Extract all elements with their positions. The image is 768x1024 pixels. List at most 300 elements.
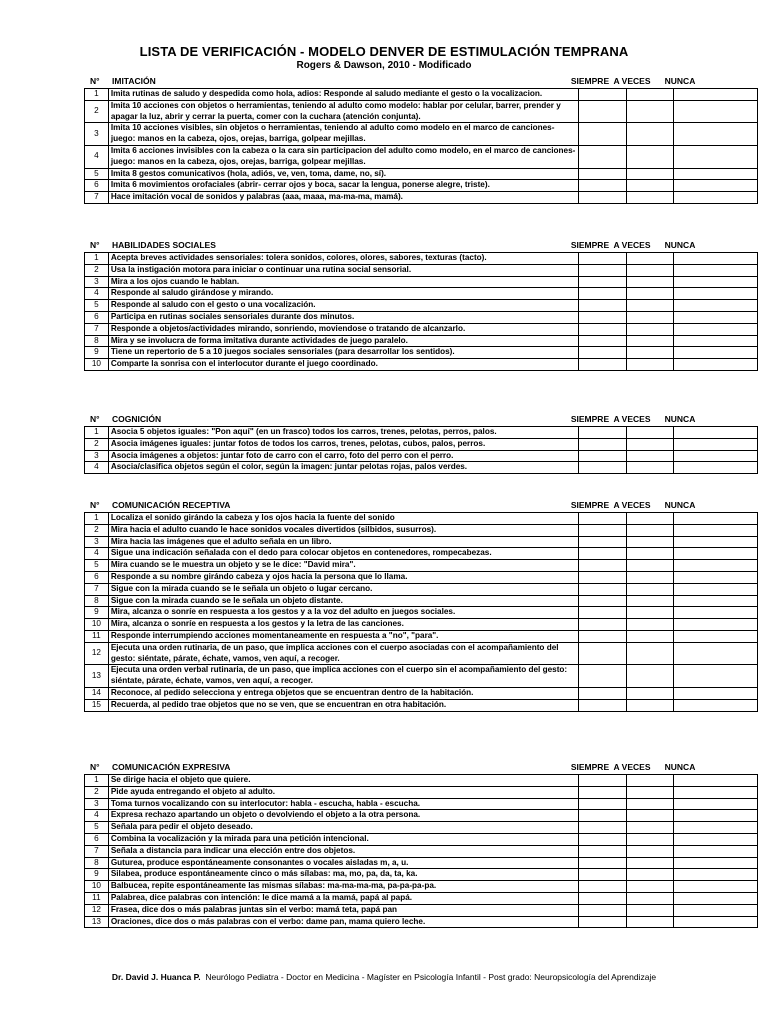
never-checkbox-cell[interactable]	[674, 524, 758, 536]
always-checkbox-cell[interactable]	[578, 798, 626, 810]
always-checkbox-cell[interactable]	[578, 311, 626, 323]
always-checkbox-cell[interactable]	[578, 89, 626, 101]
item-text: Balbucea, repite espontáneamente las mismas sílabas: ma-ma-ma-ma, pa-pa-pa-pa.	[108, 881, 578, 893]
sometimes-checkbox-cell[interactable]	[626, 775, 674, 787]
item-text: Tiene un repertorio de 5 a 10 juegos sociales sensoriales (para desarrollar los sentidos).	[108, 347, 578, 359]
table-row	[85, 513, 758, 525]
always-checkbox-cell[interactable]	[578, 699, 626, 711]
always-checkbox-cell[interactable]	[578, 583, 626, 595]
item-number: 9	[85, 347, 109, 359]
never-checkbox-cell[interactable]	[674, 180, 758, 192]
always-checkbox-cell[interactable]	[578, 347, 626, 359]
table-row	[85, 607, 758, 619]
table-row	[85, 798, 758, 810]
section-header	[84, 414, 758, 426]
sometimes-checkbox-cell[interactable]	[626, 180, 674, 192]
never-column-header: NUNCA	[664, 414, 696, 424]
item-number: 14	[85, 687, 109, 699]
never-checkbox-cell[interactable]	[674, 619, 758, 631]
table-row	[85, 264, 758, 276]
sometimes-checkbox-cell[interactable]	[626, 687, 674, 699]
item-number: 3	[85, 123, 109, 146]
always-checkbox-cell[interactable]	[578, 630, 626, 642]
table-row	[85, 687, 758, 699]
never-checkbox-cell[interactable]	[674, 335, 758, 347]
document-subtitle: Rogers & Dawson, 2010 - Modificado	[296, 60, 472, 71]
never-checkbox-cell[interactable]	[674, 916, 758, 928]
never-checkbox-cell[interactable]	[674, 881, 758, 893]
item-text: Participa en rutinas sociales sensoriales durante dos minutos.	[108, 311, 578, 323]
always-checkbox-cell[interactable]	[578, 642, 626, 665]
table-row	[85, 347, 758, 359]
table-row	[85, 583, 758, 595]
sometimes-checkbox-cell[interactable]	[626, 145, 674, 168]
number-column-header: N°	[90, 762, 100, 772]
sometimes-checkbox-cell[interactable]	[626, 822, 674, 834]
item-text: Mira cuando se le muestra un objeto y se le dice: "David mira".	[108, 560, 578, 572]
item-number: 6	[85, 833, 109, 845]
section-2	[84, 414, 758, 474]
sometimes-checkbox-cell[interactable]	[626, 630, 674, 642]
section-header	[84, 500, 758, 512]
item-number: 10	[85, 881, 109, 893]
item-text: Mira hacia las imágenes que el adulto señala en un libro.	[108, 536, 578, 548]
item-number: 5	[85, 822, 109, 834]
never-checkbox-cell[interactable]	[674, 687, 758, 699]
always-checkbox-cell[interactable]	[578, 300, 626, 312]
item-number: 7	[85, 192, 109, 204]
never-checkbox-cell[interactable]	[674, 323, 758, 335]
item-text: Señala para pedir el objeto deseado.	[108, 822, 578, 834]
sometimes-checkbox-cell[interactable]	[626, 450, 674, 462]
section-1	[84, 240, 758, 371]
sometimes-checkbox-cell[interactable]	[626, 347, 674, 359]
item-number: 6	[85, 311, 109, 323]
item-text: Mira hacia el adulto cuando le hace sonidos vocales divertidos (silbidos, susurros).	[108, 524, 578, 536]
item-text: Guturea, produce espontáneamente consonantes o vocales aisladas m, a, u.	[108, 857, 578, 869]
always-checkbox-cell[interactable]	[578, 524, 626, 536]
item-number: 15	[85, 699, 109, 711]
sometimes-checkbox-cell[interactable]	[626, 571, 674, 583]
sometimes-checkbox-cell[interactable]	[626, 833, 674, 845]
table-row	[85, 833, 758, 845]
item-text: Localiza el sonido girándo la cabeza y los ojos hacia la fuente del sonido	[108, 513, 578, 525]
never-column-header: NUNCA	[664, 240, 696, 250]
never-checkbox-cell[interactable]	[674, 168, 758, 180]
sometimes-checkbox-cell[interactable]	[626, 619, 674, 631]
item-text: Mira, alcanza o sonríe en respuesta a los gestos y la letra de las canciones.	[108, 619, 578, 631]
table-row	[85, 300, 758, 312]
sometimes-checkbox-cell[interactable]	[626, 869, 674, 881]
item-number: 2	[85, 786, 109, 798]
sometimes-column-header: A VECES	[613, 414, 651, 424]
always-checkbox-cell[interactable]	[578, 916, 626, 928]
item-number: 12	[85, 642, 109, 665]
never-column-header: NUNCA	[664, 762, 696, 772]
never-checkbox-cell[interactable]	[674, 892, 758, 904]
table-row	[85, 595, 758, 607]
checklist-table	[84, 252, 758, 371]
sometimes-checkbox-cell[interactable]	[626, 100, 674, 123]
item-text: Responde al saludo girándose y mirando.	[108, 288, 578, 300]
item-number: 2	[85, 100, 109, 123]
table-row	[85, 630, 758, 642]
always-checkbox-cell[interactable]	[578, 180, 626, 192]
item-text: Imita 6 movimientos orofaciales (abrir- cerrar ojos y boca, sacar la lengua, ponerse alegre, triste).	[108, 180, 578, 192]
item-number: 7	[85, 583, 109, 595]
sometimes-checkbox-cell[interactable]	[626, 288, 674, 300]
always-checkbox-cell[interactable]	[578, 560, 626, 572]
never-checkbox-cell[interactable]	[674, 798, 758, 810]
item-text: Se dirige hacia el objeto que quiere.	[108, 775, 578, 787]
table-row	[85, 427, 758, 439]
sometimes-checkbox-cell[interactable]	[626, 892, 674, 904]
table-row	[85, 869, 758, 881]
never-checkbox-cell[interactable]	[674, 427, 758, 439]
sometimes-checkbox-cell[interactable]	[626, 524, 674, 536]
footer-author: Dr. David J. Huanca P.	[111, 972, 201, 982]
never-checkbox-cell[interactable]	[674, 595, 758, 607]
never-checkbox-cell[interactable]	[674, 810, 758, 822]
item-number: 11	[85, 630, 109, 642]
always-checkbox-cell[interactable]	[578, 822, 626, 834]
table-row	[85, 253, 758, 265]
sometimes-checkbox-cell[interactable]	[626, 335, 674, 347]
sometimes-checkbox-cell[interactable]	[626, 881, 674, 893]
item-number: 5	[85, 560, 109, 572]
item-text: Mira y se involucra de forma imitativa durante actividades de juego paralelo.	[108, 335, 578, 347]
item-number: 3	[85, 276, 109, 288]
item-text: Ejecuta una orden verbal rutinaria, de un paso, que implica acciones con el cuerpo sin el acompañamiento del gesto: siéntate, párate, échate, vamos, ven aquí, a recoger.	[108, 665, 578, 688]
item-number: 3	[85, 798, 109, 810]
item-number: 4	[85, 548, 109, 560]
never-checkbox-cell[interactable]	[674, 775, 758, 787]
always-checkbox-cell[interactable]	[578, 335, 626, 347]
item-number: 1	[85, 513, 109, 525]
section-4	[84, 762, 758, 928]
never-checkbox-cell[interactable]	[674, 359, 758, 371]
sometimes-checkbox-cell[interactable]	[626, 904, 674, 916]
sometimes-checkbox-cell[interactable]	[626, 536, 674, 548]
sometimes-checkbox-cell[interactable]	[626, 89, 674, 101]
item-number: 11	[85, 892, 109, 904]
sometimes-checkbox-cell[interactable]	[626, 359, 674, 371]
sometimes-checkbox-cell[interactable]	[626, 462, 674, 474]
item-text: Reconoce, al pedido selecciona y entrega objetos que se encuentran dentro de la habitación.	[108, 687, 578, 699]
always-column-header: SIEMPRE	[570, 414, 610, 424]
never-checkbox-cell[interactable]	[674, 536, 758, 548]
number-column-header: N°	[90, 240, 100, 250]
always-checkbox-cell[interactable]	[578, 145, 626, 168]
item-text: Frasea, dice dos o más palabras juntas sin el verbo: mamá teta, papá pan	[108, 904, 578, 916]
sometimes-checkbox-cell[interactable]	[626, 665, 674, 688]
never-checkbox-cell[interactable]	[674, 665, 758, 688]
never-checkbox-cell[interactable]	[674, 833, 758, 845]
always-checkbox-cell[interactable]	[578, 100, 626, 123]
always-checkbox-cell[interactable]	[578, 892, 626, 904]
never-checkbox-cell[interactable]	[674, 560, 758, 572]
item-text: Imita 8 gestos comunicativos (hola, adiós, ve, ven, toma, dame, no, sí).	[108, 168, 578, 180]
table-row	[85, 665, 758, 688]
sometimes-checkbox-cell[interactable]	[626, 311, 674, 323]
always-checkbox-cell[interactable]	[578, 775, 626, 787]
table-row	[85, 845, 758, 857]
sometimes-checkbox-cell[interactable]	[626, 699, 674, 711]
item-number: 1	[85, 253, 109, 265]
never-column-header: NUNCA	[664, 500, 696, 510]
sometimes-column-header: A VECES	[613, 76, 651, 86]
sometimes-checkbox-cell[interactable]	[626, 560, 674, 572]
item-text: Responde al saludo con el gesto o una vocalización.	[108, 300, 578, 312]
item-text: Responde interrumpiendo acciones momentaneamente en respuesta a "no", "para".	[108, 630, 578, 642]
table-row	[85, 462, 758, 474]
item-text: Pide ayuda entregando el objeto al adulto.	[108, 786, 578, 798]
checklist-table	[84, 426, 758, 474]
item-text: Acepta breves actividades sensoriales: tolera sonidos, colores, olores, sabores, texturas (tacto).	[108, 253, 578, 265]
sometimes-checkbox-cell[interactable]	[626, 264, 674, 276]
never-checkbox-cell[interactable]	[674, 513, 758, 525]
never-checkbox-cell[interactable]	[674, 347, 758, 359]
always-column-header: SIEMPRE	[570, 500, 610, 510]
always-checkbox-cell[interactable]	[578, 192, 626, 204]
always-checkbox-cell[interactable]	[578, 323, 626, 335]
never-checkbox-cell[interactable]	[674, 253, 758, 265]
section-header	[84, 76, 758, 88]
table-row	[85, 548, 758, 560]
item-number: 4	[85, 462, 109, 474]
sometimes-checkbox-cell[interactable]	[626, 192, 674, 204]
item-number: 1	[85, 89, 109, 101]
never-checkbox-cell[interactable]	[674, 100, 758, 123]
table-row	[85, 438, 758, 450]
never-checkbox-cell[interactable]	[674, 264, 758, 276]
always-checkbox-cell[interactable]	[578, 687, 626, 699]
always-checkbox-cell[interactable]	[578, 536, 626, 548]
never-checkbox-cell[interactable]	[674, 630, 758, 642]
item-text: Expresa rechazo apartando un objeto o devolviendo el objeto a la otra persona.	[108, 810, 578, 822]
item-text: Comparte la sonrisa con el interlocutor durante el juego coordinado.	[108, 359, 578, 371]
always-checkbox-cell[interactable]	[578, 845, 626, 857]
item-text: Usa la instigación motora para iniciar o continuar una rutina social sensorial.	[108, 264, 578, 276]
item-text: Imita 10 acciones visibles, sin objetos o herramientas, teniendo al adulto como modelo en el marco de canciones-juego: manos en la cabeza, ojos, orejas, barriga, golpear mejillas.	[108, 123, 578, 146]
section-header	[84, 762, 758, 774]
item-number: 9	[85, 607, 109, 619]
item-text: Toma turnos vocalizando con su interlocutor: habla - escucha, habla - escucha.	[108, 798, 578, 810]
table-row	[85, 276, 758, 288]
never-checkbox-cell[interactable]	[674, 450, 758, 462]
table-row	[85, 524, 758, 536]
item-number: 2	[85, 524, 109, 536]
section-header	[84, 240, 758, 252]
never-checkbox-cell[interactable]	[674, 145, 758, 168]
always-checkbox-cell[interactable]	[578, 253, 626, 265]
always-checkbox-cell[interactable]	[578, 438, 626, 450]
table-row	[85, 857, 758, 869]
item-number: 10	[85, 359, 109, 371]
section-heading: COGNICIÓN	[112, 414, 162, 424]
sometimes-checkbox-cell[interactable]	[626, 300, 674, 312]
never-checkbox-cell[interactable]	[674, 583, 758, 595]
table-row	[85, 642, 758, 665]
table-row	[85, 916, 758, 928]
always-checkbox-cell[interactable]	[578, 571, 626, 583]
always-checkbox-cell[interactable]	[578, 264, 626, 276]
item-number: 13	[85, 665, 109, 688]
never-checkbox-cell[interactable]	[674, 192, 758, 204]
item-number: 2	[85, 264, 109, 276]
never-checkbox-cell[interactable]	[674, 904, 758, 916]
always-checkbox-cell[interactable]	[578, 857, 626, 869]
table-row	[85, 288, 758, 300]
sometimes-checkbox-cell[interactable]	[626, 548, 674, 560]
sometimes-checkbox-cell[interactable]	[626, 810, 674, 822]
never-checkbox-cell[interactable]	[674, 288, 758, 300]
item-number: 5	[85, 300, 109, 312]
section-0	[84, 76, 758, 204]
never-checkbox-cell[interactable]	[674, 607, 758, 619]
item-number: 13	[85, 916, 109, 928]
item-number: 3	[85, 536, 109, 548]
never-checkbox-cell[interactable]	[674, 857, 758, 869]
item-text: Asocia imágenes iguales: juntar fotos de todos los carros, trenes, pelotas, cubos, palos, perros.	[108, 438, 578, 450]
always-checkbox-cell[interactable]	[578, 123, 626, 146]
item-text: Imita 6 acciones invisibles con la cabeza o la cara sin participacion del adulto como modelo, en el marco de canciones-juego: manos en la cabeza, ojos, orejas, barriga, golpear mejillas.	[108, 145, 578, 168]
always-checkbox-cell[interactable]	[578, 904, 626, 916]
always-checkbox-cell[interactable]	[578, 786, 626, 798]
item-text: Oraciones, dice dos o más palabras con el verbo: dame pan, mama quiero leche.	[108, 916, 578, 928]
number-column-header: N°	[90, 76, 100, 86]
table-row	[85, 892, 758, 904]
always-column-header: SIEMPRE	[570, 240, 610, 250]
sometimes-checkbox-cell[interactable]	[626, 857, 674, 869]
sometimes-checkbox-cell[interactable]	[626, 786, 674, 798]
table-row	[85, 450, 758, 462]
item-text: Imita rutinas de saludo y despedida como hola, adios: Responde al saludo mediante el gesto o la vocalizacion.	[108, 89, 578, 101]
sometimes-checkbox-cell[interactable]	[626, 607, 674, 619]
item-number: 6	[85, 180, 109, 192]
table-row	[85, 619, 758, 631]
sometimes-checkbox-cell[interactable]	[626, 253, 674, 265]
sometimes-checkbox-cell[interactable]	[626, 123, 674, 146]
sometimes-checkbox-cell[interactable]	[626, 438, 674, 450]
always-checkbox-cell[interactable]	[578, 513, 626, 525]
never-checkbox-cell[interactable]	[674, 869, 758, 881]
item-text: Asocia 5 objetos iguales: "Pon aquí" (en un frasco) todos los carros, trenes, pelotas, perros, palos.	[108, 427, 578, 439]
table-row	[85, 323, 758, 335]
item-text: Responde a su nombre girándo cabeza y ojos hacia la persona que lo llama.	[108, 571, 578, 583]
table-row	[85, 560, 758, 572]
always-checkbox-cell[interactable]	[578, 462, 626, 474]
always-checkbox-cell[interactable]	[578, 595, 626, 607]
table-row	[85, 810, 758, 822]
never-checkbox-cell[interactable]	[674, 276, 758, 288]
sometimes-checkbox-cell[interactable]	[626, 323, 674, 335]
sometimes-checkbox-cell[interactable]	[626, 845, 674, 857]
never-checkbox-cell[interactable]	[674, 699, 758, 711]
item-number: 7	[85, 845, 109, 857]
never-checkbox-cell[interactable]	[674, 822, 758, 834]
always-checkbox-cell[interactable]	[578, 607, 626, 619]
number-column-header: N°	[90, 414, 100, 424]
never-checkbox-cell[interactable]	[674, 548, 758, 560]
never-checkbox-cell[interactable]	[674, 642, 758, 665]
table-row	[85, 359, 758, 371]
never-checkbox-cell[interactable]	[674, 786, 758, 798]
always-checkbox-cell[interactable]	[578, 548, 626, 560]
section-heading: IMITACIÓN	[112, 76, 156, 86]
footer-credentials: Neurólogo Pediatra - Doctor en Medicina - Magíster en Psicología Infantil - Post grado: Neuropsicología del Aprendizaje	[205, 972, 657, 982]
table-row	[85, 89, 758, 101]
sometimes-checkbox-cell[interactable]	[626, 916, 674, 928]
table-row	[85, 168, 758, 180]
always-checkbox-cell[interactable]	[578, 881, 626, 893]
table-row	[85, 699, 758, 711]
footer	[0, 972, 768, 982]
always-checkbox-cell[interactable]	[578, 359, 626, 371]
never-checkbox-cell[interactable]	[674, 300, 758, 312]
checklist-table	[84, 512, 758, 712]
section-heading: COMUNICACIÓN RECEPTIVA	[112, 500, 231, 510]
item-number: 8	[85, 595, 109, 607]
item-number: 8	[85, 857, 109, 869]
item-text: Hace imitación vocal de sonidos y palabras (aaa, maaa, ma-ma-ma, mamá).	[108, 192, 578, 204]
always-checkbox-cell[interactable]	[578, 665, 626, 688]
never-checkbox-cell[interactable]	[674, 311, 758, 323]
never-checkbox-cell[interactable]	[674, 845, 758, 857]
table-row	[85, 786, 758, 798]
section-heading: COMUNICACIÓN EXPRESIVA	[112, 762, 231, 772]
never-checkbox-cell[interactable]	[674, 571, 758, 583]
table-row	[85, 180, 758, 192]
item-text: Ejecuta una orden rutinaria, de un paso, que implica acciones con el cuerpo asociadas con el acompañamiento del gesto: siéntate, párate, échate, vamos, ven aquí, a recoger.	[108, 642, 578, 665]
always-checkbox-cell[interactable]	[578, 810, 626, 822]
item-text: Mira, alcanza o sonríe en respuesta a los gestos y a la voz del adulto en juegos sociales.	[108, 607, 578, 619]
always-checkbox-cell[interactable]	[578, 450, 626, 462]
never-checkbox-cell[interactable]	[674, 89, 758, 101]
never-checkbox-cell[interactable]	[674, 123, 758, 146]
item-number: 9	[85, 869, 109, 881]
sometimes-checkbox-cell[interactable]	[626, 595, 674, 607]
always-checkbox-cell[interactable]	[578, 833, 626, 845]
table-row	[85, 311, 758, 323]
sometimes-checkbox-cell[interactable]	[626, 798, 674, 810]
always-checkbox-cell[interactable]	[578, 619, 626, 631]
sometimes-checkbox-cell[interactable]	[626, 583, 674, 595]
sometimes-checkbox-cell[interactable]	[626, 427, 674, 439]
sometimes-checkbox-cell[interactable]	[626, 276, 674, 288]
checklist-table	[84, 88, 758, 204]
table-row	[85, 335, 758, 347]
sometimes-checkbox-cell[interactable]	[626, 168, 674, 180]
sometimes-checkbox-cell[interactable]	[626, 513, 674, 525]
item-text: Palabrea, dice palabras con intención: le dice mamá a la mamá, papá al papá.	[108, 892, 578, 904]
sometimes-checkbox-cell[interactable]	[626, 642, 674, 665]
always-checkbox-cell[interactable]	[578, 288, 626, 300]
always-checkbox-cell[interactable]	[578, 168, 626, 180]
table-row	[85, 100, 758, 123]
item-text: Sigue una indicación señalada con el dedo para colocar objetos en contenedores, rompecabezas.	[108, 548, 578, 560]
table-row	[85, 881, 758, 893]
always-checkbox-cell[interactable]	[578, 276, 626, 288]
always-checkbox-cell[interactable]	[578, 869, 626, 881]
never-checkbox-cell[interactable]	[674, 438, 758, 450]
table-row	[85, 822, 758, 834]
item-number: 1	[85, 775, 109, 787]
item-number: 4	[85, 288, 109, 300]
never-checkbox-cell[interactable]	[674, 462, 758, 474]
always-checkbox-cell[interactable]	[578, 427, 626, 439]
item-number: 1	[85, 427, 109, 439]
